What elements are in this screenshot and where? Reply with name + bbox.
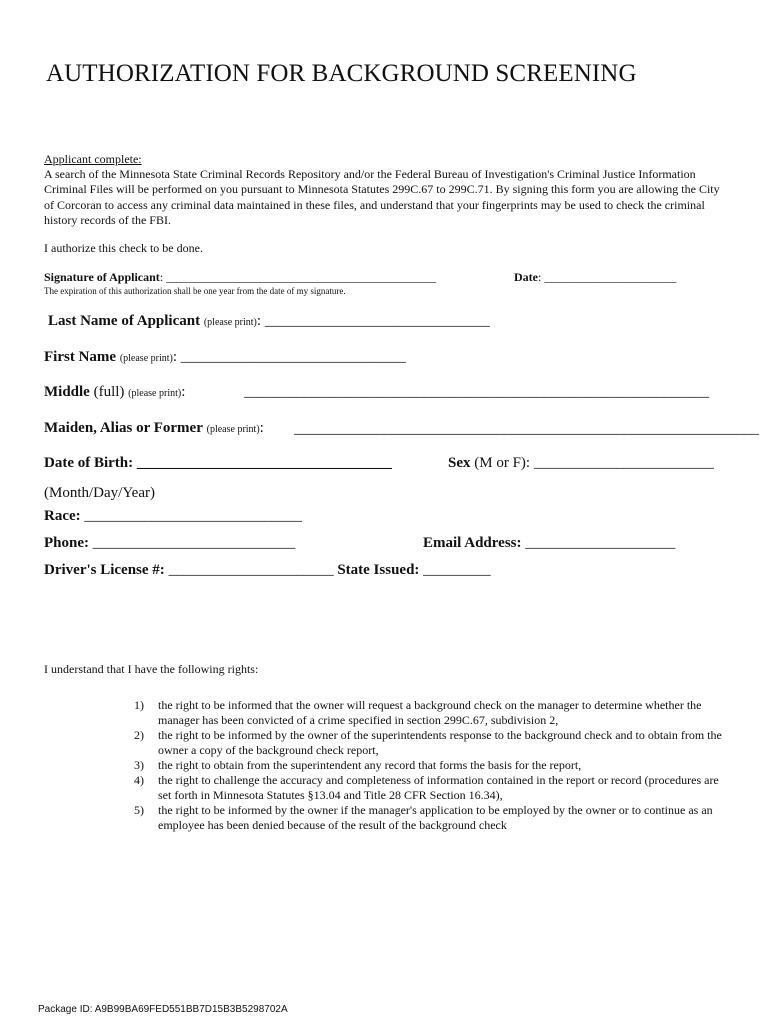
middle-row [44, 384, 185, 401]
intro-section [44, 152, 729, 228]
dob-row [44, 455, 392, 472]
license-field[interactable]: ______________________ [168, 562, 334, 578]
date-label: Date [514, 270, 538, 284]
last-name-field[interactable]: : ______________________________ [256, 313, 490, 329]
rights-item-number: 2) [134, 728, 144, 742]
date-row [514, 270, 676, 285]
email-field[interactable]: ____________________ [525, 535, 676, 551]
rights-intro: I understand that I have the following rights: [44, 662, 259, 676]
race-row [44, 508, 302, 525]
rights-item-number: 1) [134, 698, 144, 712]
middle-field[interactable]: ______________________________________________________________ [244, 384, 709, 400]
sex-field[interactable]: ________________________ [533, 455, 714, 471]
intro-text: A search of the Minnesota State Criminal Records Repository and/or the Federal Bureau of Investigation's Criminal Justice Information Criminal Files will be performed on you pursuant to Minnesota Statutes 299C.67 to 299C.71. By signing this form you are allowing the City of Corcoran to access any criminal data maintained in these files, and understand that your fingerprints may be used to check the criminal history records of the FBI. [44, 167, 720, 227]
race-label: Race: [44, 508, 81, 524]
authorize-statement: I authorize this check to be done. [44, 241, 203, 255]
maiden-note: (please print) [206, 424, 260, 435]
first-name-label: First Name [44, 349, 117, 365]
maiden-field[interactable]: ______________________________________________________________ [294, 421, 759, 437]
rights-item [134, 803, 729, 833]
rights-list [134, 698, 729, 833]
date-field[interactable]: : ______________________ [538, 270, 677, 284]
form-title: AUTHORIZATION FOR BACKGROUND SCREENING [46, 60, 637, 87]
first-name-note: (please print) [119, 353, 173, 364]
license-label: Driver's License #: [44, 562, 165, 578]
middle-colon: : [181, 384, 186, 400]
last-name-row [48, 313, 490, 330]
rights-item-text: the right to be informed that the owner will request a background check on the manager to determine whether the manager has been convicted of a crime specified in section 299C.67, subdivision 2, [158, 698, 702, 727]
dob-format-note: (Month/Day/Year) [44, 485, 155, 501]
rights-item-text: the right to be informed by the owner if the manager's application to be employed by the owner or to continue as an employee has been denied because of the result of the background check [158, 803, 713, 832]
maiden-colon: : [259, 420, 264, 436]
rights-item [134, 698, 729, 728]
dob-field[interactable]: __________________________________ [136, 455, 392, 471]
middle-note: (please print) [128, 388, 182, 399]
last-name-note: (please print) [203, 317, 257, 328]
rights-item-text: the right to obtain from the superintendent any record that forms the basis for the report, [158, 758, 582, 772]
maiden-row [44, 420, 264, 437]
rights-item [134, 758, 729, 773]
middle-paren: (full) [93, 384, 125, 400]
signature-field[interactable]: : _____________________________________________ [159, 270, 437, 284]
rights-item-number: 4) [134, 773, 144, 787]
state-label: State Issued: [337, 562, 420, 578]
sex-paren: (M or F): [474, 455, 531, 471]
signature-row [44, 270, 436, 285]
first-name-row [44, 349, 406, 366]
dob-label: Date of Birth: [44, 455, 134, 471]
race-field[interactable]: _____________________________ [84, 508, 302, 524]
last-name-label: Last Name of Applicant [48, 313, 201, 329]
middle-label: Middle [44, 384, 90, 400]
signature-label: Signature of Applicant [44, 270, 160, 284]
sex-row [448, 455, 714, 472]
maiden-label: Maiden, Alias or Former [44, 420, 203, 436]
expiry-note: The expiration of this authorization shall be one year from the date of my signature. [44, 286, 346, 296]
rights-item [134, 728, 729, 758]
phone-field[interactable]: ___________________________ [92, 535, 296, 551]
email-label: Email Address: [423, 535, 522, 551]
rights-item-text: the right to challenge the accuracy and completeness of information contained in the report or record (procedures are set forth in Minnesota Statutes §13.04 and Title 28 CFR Section 16.34), [158, 773, 719, 802]
rights-item-number: 3) [134, 758, 144, 772]
phone-label: Phone: [44, 535, 89, 551]
rights-item-text: the right to be informed by the owner of the superintendents response to the background check and to obtain from the owner a copy of the background check report, [158, 728, 722, 757]
rights-item-number: 5) [134, 803, 144, 817]
package-id-footer: Package ID: A9B99BA69FED551BB7D15B3B5298702A [38, 1004, 288, 1015]
phone-row [44, 535, 295, 552]
state-field[interactable]: _________ [423, 562, 491, 578]
rights-item [134, 773, 729, 803]
first-name-field[interactable]: : ______________________________ [172, 349, 406, 365]
intro-heading: Applicant complete: [44, 152, 142, 166]
license-row [44, 562, 491, 579]
sex-label: Sex [448, 455, 471, 471]
email-row [423, 535, 675, 552]
